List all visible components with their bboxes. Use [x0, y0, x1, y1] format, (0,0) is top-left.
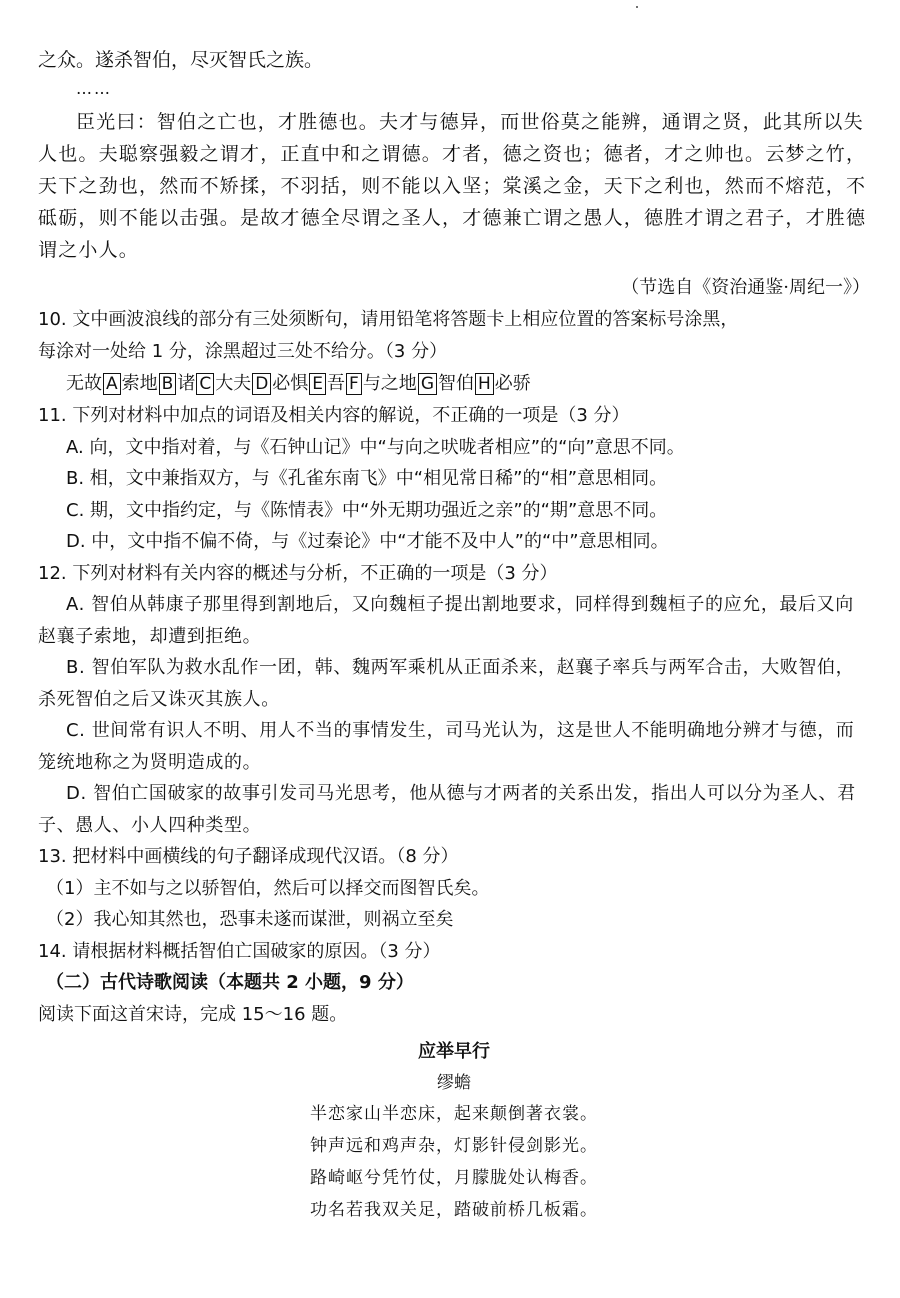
q12-option-d: D. 智伯亡国破家的故事引发司马光思考，他从德与才两者的关系出发，指出人可以分为圣人、君子、愚人、小人四种类型。	[38, 783, 856, 836]
q10-box-d[interactable]: D	[252, 373, 271, 395]
q10-seg-6: 与之地	[362, 373, 417, 394]
q10-seg-2: 诸	[177, 373, 196, 394]
q10-box-c[interactable]: C	[196, 373, 214, 395]
q10-seg-1: 索地	[121, 373, 158, 394]
poem-author: 缪蟾	[437, 1073, 471, 1093]
section2-instruction: 阅读下面这首宋诗，完成 15～16 题。	[38, 1003, 348, 1025]
q10-box-b[interactable]: B	[159, 373, 177, 395]
q10-box-f[interactable]: F	[346, 373, 362, 395]
section2-heading: （二）古代诗歌阅读（本题共 2 小题，9 分）	[46, 972, 414, 993]
q12-stem: 12. 下列对材料有关内容的概述与分析，不正确的一项是（3 分）	[38, 562, 558, 584]
poem-line-1: 半恋家山半恋床，起来颠倒著衣裳。	[310, 1104, 598, 1124]
q10-seg-5: 吾	[327, 373, 346, 394]
q10-box-h[interactable]: H	[475, 373, 494, 395]
q10-box-a[interactable]: A	[103, 373, 121, 395]
passage-commentary: 臣光曰：智伯之亡也，才胜德也。夫才与德异，而世俗莫之能辨，通谓之贤，此其所以失人也。夫聪察强毅之谓才，正直中和之谓德。才者，德之资也；德者，才之帅也。云梦之竹，天下之劲也，然而不矫揉，不羽括，则不能以入坚；棠溪之金，天下之利也，然而不熔范，不砥砺，则不能以击强。是故才德全尽谓之圣人，才德兼亡谓之愚人，德胜才谓之君子，才胜德谓之小人。	[38, 111, 867, 261]
q10-segment-row	[38, 367, 870, 400]
q11-option-b: B. 相，文中兼指双方，与《孔雀东南飞》中“相见常日稀”的“相”意思相同。	[66, 468, 668, 489]
q13-item-1: （1）主不如与之以骄智伯，然后可以择交而图智氏矣。	[46, 877, 490, 899]
poem-title: 应举早行	[418, 1041, 490, 1062]
poem-line-2: 钟声远和鸡声杂，灯影针侵剑影光。	[310, 1136, 598, 1156]
q11-stem: 11. 下列对材料中加点的词语及相关内容的解说，不正确的一项是（3 分）	[38, 405, 630, 426]
q10-seg-4: 必惧	[272, 373, 309, 394]
q13-stem: 13. 把材料中画横线的句子翻译成现代汉语。（8 分）	[38, 846, 459, 867]
q10-box-e[interactable]: E	[309, 373, 326, 395]
q11-option-a: A. 向，文中指对着，与《石钟山记》中“与向之吠咙者相应”的“向”意思不同。	[66, 436, 685, 458]
q11-option-d: D. 中，文中指不偏不倚，与《过秦论》中“才能不及中人”的“中”意思相同。	[66, 531, 669, 552]
q10-seg-8: 必骄	[494, 373, 531, 394]
q10-seg-7: 智伯	[438, 373, 474, 394]
q10-seg-0: 无故	[66, 373, 102, 394]
poem-line-3: 路崎岖兮凭竹仗，月朦胧处认梅香。	[310, 1168, 598, 1188]
passage-source: （节选自《资治通鉴·周纪一》）	[621, 277, 870, 298]
q12-option-b: B. 智伯军队为救水乱作一团，韩、魏两军乘机从正面杀来，赵襄子率兵与两军合击，大败智伯，杀死智伯之后又诛灭其族人。	[38, 657, 855, 710]
q11-option-c: C. 期，文中指约定，与《陈情表》中“外无期功强近之亲”的“期”意思不同。	[66, 499, 668, 521]
q10-stem-2: 每涂对一处给 1 分，涂黑超过三处不给分。（3 分）	[38, 340, 448, 362]
q14-stem: 14. 请根据材料概括智伯亡国破家的原因。（3 分）	[38, 940, 441, 962]
poem-line-4: 功名若我双关足，踏破前桥几板霜。	[310, 1200, 598, 1220]
q10-seg-3: 大夫	[215, 373, 252, 394]
q12-option-a: A. 智伯从韩康子那里得到割地后，又向魏桓子提出割地要求，同样得到魏桓子的应允，最后又向赵襄子索地，却遭到拒绝。	[38, 594, 854, 647]
q13-item-2: （2）我心知其然也，恐事未遂而谋泄，则祸立至矣	[46, 909, 454, 930]
q10-stem-1: 10. 文中画波浪线的部分有三处须断句，请用铅笔将答题卡上相应位置的答案标号涂黑，	[38, 309, 739, 330]
q12-option-c: C. 世间常有识人不明、用人不当的事情发生，司马光认为，这是世人不能明确地分辨才与德，而笼统地称之为贤明造成的。	[38, 720, 855, 773]
passage-line-top: 之众。遂杀智伯，尽灭智氏之族。	[38, 49, 324, 71]
scan-speck	[636, 6, 638, 8]
passage-ellipsis: ……	[76, 79, 112, 98]
q10-box-g[interactable]: G	[418, 373, 437, 395]
